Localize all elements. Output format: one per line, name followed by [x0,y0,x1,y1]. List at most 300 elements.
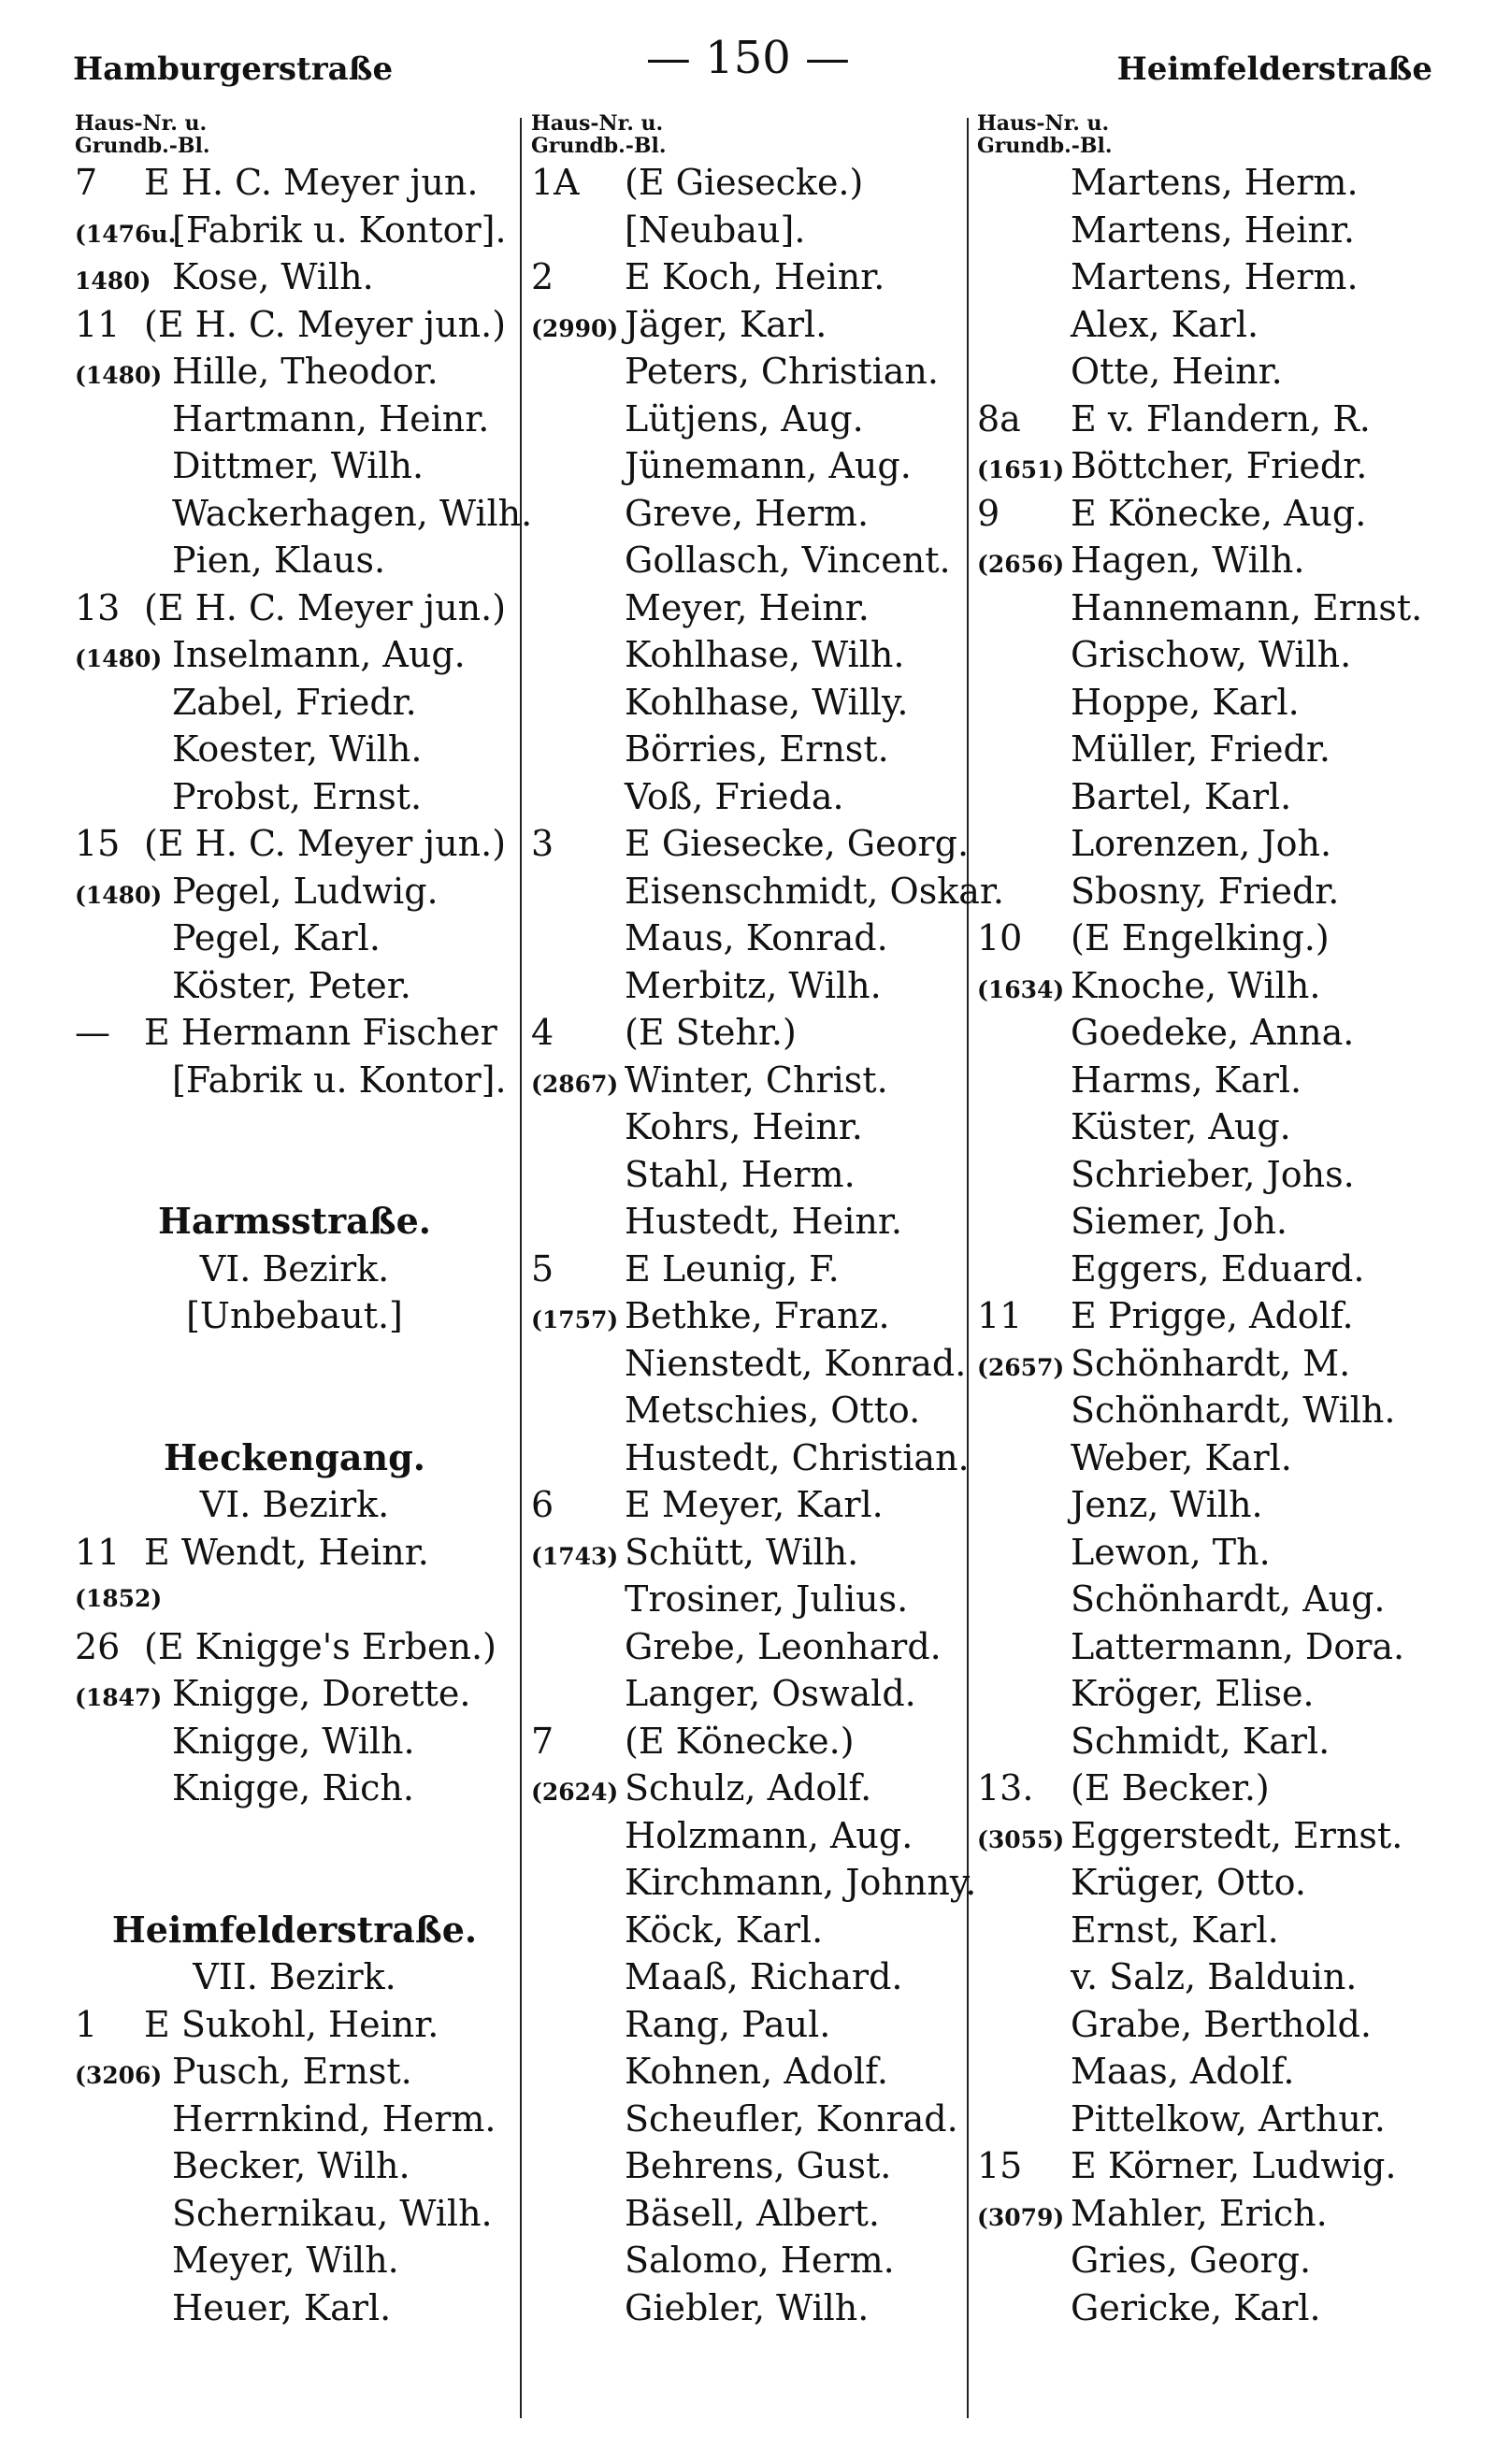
section-heading [75,1198,514,1246]
house-number: 10 [977,917,1023,958]
house-number: 11 [977,1295,1023,1336]
resident-name: Herrnkind, Herm. [172,2097,496,2140]
directory-entry [977,820,1445,868]
directory-entry [75,1576,514,1623]
resident-name: Merbitz, Wilh. [625,964,882,1006]
house-number: 7 [531,1720,554,1762]
directory-entry [531,490,980,538]
directory-entry [75,159,514,207]
directory-entry [75,679,514,727]
directory-entry [75,2284,514,2332]
directory-entry [531,2237,980,2284]
resident-name: Heuer, Karl. [172,2286,392,2328]
column-heading [531,112,980,157]
directory-entry [977,1481,1445,1529]
resident-name: Kirchmann, Johnny. [625,1862,977,1903]
resident-name: Börries, Ernst. [625,728,889,770]
column-heading [75,112,514,157]
directory-entry [75,584,514,632]
resident-name: Kohrs, Heinr. [625,1106,863,1147]
directory-entry [977,773,1445,821]
resident-name: Hustedt, Christian. [625,1436,970,1478]
resident-name: Maas, Adolf. [1071,2051,1295,2092]
directory-entry [75,726,514,773]
page-number: — 150 — [645,32,851,84]
directory-entry [977,1576,1445,1623]
district-label: VII. Bezirk. [193,1956,396,1997]
directory-entry [531,1387,980,1434]
directory-entry [977,1812,1445,1860]
directory-entry [75,2142,514,2190]
directory-entry [75,1718,514,1765]
directory-entry [531,1151,980,1199]
section-subheading [75,1292,514,1340]
directory-entry [531,1953,980,2001]
resident-name: Martens, Herm. [1071,256,1359,297]
header-right-street: Heimfelderstraße [1116,50,1432,88]
directory-entry [531,348,980,396]
directory-entry [977,584,1445,632]
resident-name: Pusch, Ernst. [172,2051,412,2092]
directory-entry [531,1812,980,1860]
land-register-number: (1757) [531,1306,619,1333]
directory-entry [531,2284,980,2332]
directory-entry [977,679,1445,727]
resident-name: (E H. C. Meyer jun.) [144,823,507,864]
directory-entry [531,1434,980,1482]
directory-entry [75,631,514,679]
house-number: — [75,1012,110,1053]
land-register-number: (1480) [75,362,163,389]
resident-name: Nienstedt, Konrad. [625,1342,967,1384]
resident-name: Eggerstedt, Ernst. [1071,1814,1403,1856]
resident-name: E H. C. Meyer jun. [144,162,479,203]
directory-entry [531,301,980,349]
house-number: 5 [531,1247,554,1290]
directory-entry [531,1529,980,1577]
directory-entry [977,207,1445,254]
directory-entry [977,1765,1445,1812]
directory-entry [977,2048,1445,2096]
resident-name: Krüger, Otto. [1071,1862,1306,1903]
land-register-number: 1480) [75,267,151,295]
resident-name: Müller, Friedr. [1071,728,1331,770]
directory-entry [977,915,1445,962]
resident-name: E Koch, Heinr. [625,256,885,297]
district-label: VI. Bezirk. [199,1484,390,1525]
directory-entry [977,2001,1445,2049]
directory-entry [531,679,980,727]
house-number: 7 [75,162,98,203]
house-number: 1A [531,162,580,203]
resident-name: Pegel, Karl. [172,917,381,958]
district-label: VI. Bezirk. [199,1247,390,1290]
resident-name: Koester, Wilh. [172,728,423,770]
directory-entry [531,962,980,1010]
resident-name: Knigge, Rich. [172,1767,414,1808]
directory-entry [531,1907,980,1954]
directory-entry [531,396,980,443]
resident-name: Hustedt, Heinr. [625,1201,902,1242]
resident-name: Eisenschmidt, Oskar. [625,870,1004,912]
page-header [0,32,1496,88]
house-number: 13. [977,1767,1034,1808]
directory-entry [531,207,980,254]
resident-name: Probst, Ernst. [172,775,423,817]
resident-name: Schönhardt, Aug. [1071,1578,1386,1620]
directory-entry [977,1103,1445,1151]
resident-name: [Fabrik u. Kontor]. [172,1059,507,1101]
section-heading [75,1434,514,1482]
land-register-number: (1480) [75,645,163,672]
directory-entry [531,442,980,490]
resident-name: Schönhardt, Wilh. [1071,1390,1396,1431]
resident-name: E Körner, Ludwig. [1071,2145,1397,2186]
resident-name: Scheufler, Konrad. [625,2097,958,2140]
header-left-street: Hamburgerstraße [73,50,394,88]
resident-name: [Neubau]. [625,209,806,251]
column-heading-line: Grundb.-Bl. [531,134,667,158]
resident-name: Otte, Heinr. [1071,351,1283,392]
land-register-number: (1743) [531,1542,619,1570]
resident-name: Köck, Karl. [625,1909,824,1951]
directory-entry [977,253,1445,301]
directory-entry [977,1198,1445,1246]
directory-entry [977,631,1445,679]
resident-name: E Prigge, Adolf. [1071,1295,1354,1336]
directory-entry [75,1529,514,1577]
resident-name: (E Giesecke.) [625,162,864,203]
resident-name: (E H. C. Meyer jun.) [144,303,507,345]
directory-entry [531,1198,980,1246]
directory-entry [531,1103,980,1151]
directory-entry [75,2048,514,2096]
district-label: [Unbebaut.] [186,1295,403,1336]
directory-entry [75,301,514,349]
directory-entry [531,773,980,821]
resident-name: Dittmer, Wilh. [172,445,424,486]
resident-name: Weber, Karl. [1071,1436,1292,1478]
directory-entry [75,1623,514,1671]
resident-name: Kohlhase, Wilh. [625,634,905,675]
section-subheading [75,1246,514,1293]
directory-entry [977,1859,1445,1907]
land-register-number: (3206) [75,2062,163,2089]
house-number: 8a [977,397,1021,439]
resident-name: E Könecke, Aug. [1071,492,1367,534]
directory-entry [531,915,980,962]
directory-entry [531,1859,980,1907]
resident-name: Bartel, Karl. [1071,775,1292,817]
resident-name: Martens, Herm. [1071,162,1359,203]
resident-name: Grabe, Berthold. [1071,2003,1372,2045]
resident-name: Grebe, Leonhard. [625,1625,942,1667]
directory-entry [75,396,514,443]
resident-name: Kohlhase, Willy. [625,681,909,723]
directory-entry [531,1623,980,1671]
resident-name: Greve, Herm. [625,492,870,534]
resident-name: E Hermann Fischer [144,1012,497,1053]
directory-entry [531,2096,980,2143]
column-heading-line: Haus-Nr. u. [531,111,664,136]
resident-name: Knoche, Wilh. [1071,964,1321,1006]
directory-entry [75,2096,514,2143]
directory-entry [977,1340,1445,1388]
resident-name: Eggers, Eduard. [1071,1247,1365,1290]
directory-entry [75,915,514,962]
resident-name: Schütt, Wilh. [625,1531,859,1573]
resident-name: (E H. C. Meyer jun.) [144,586,507,628]
resident-name: Jünemann, Aug. [625,445,912,486]
resident-name: Holzmann, Aug. [625,1814,913,1856]
directory-entry [977,1434,1445,1482]
house-number: 26 [75,1625,121,1667]
land-register-number: (2867) [531,1070,619,1098]
directory-entry [977,1907,1445,1954]
resident-name: Sbosny, Friedr. [1071,870,1340,912]
column-heading-line: Haus-Nr. u. [75,111,208,136]
column-heading [977,112,1445,157]
resident-name: Schernikau, Wilh. [172,2192,493,2234]
directory-entry [977,1718,1445,1765]
directory-entry [75,537,514,584]
resident-name: Siemer, Joh. [1071,1201,1288,1242]
resident-name: E Wendt, Heinr. [144,1531,429,1573]
land-register-number: (1852) [75,1585,163,1612]
land-register-number: (2657) [977,1353,1065,1381]
resident-name: v. Salz, Balduin. [1071,1956,1358,1997]
resident-name: Giebler, Wilh. [625,2286,870,2328]
directory-entry [75,2237,514,2284]
resident-name: Bethke, Franz. [625,1295,890,1336]
directory-entry [977,301,1445,349]
resident-name: Zabel, Friedr. [172,681,417,723]
resident-name: Jäger, Karl. [625,303,827,345]
resident-name: Peters, Christian. [625,351,939,392]
house-number: 11 [75,303,121,345]
resident-name: Langer, Oswald. [625,1673,916,1714]
land-register-number: (2990) [531,314,619,342]
directory-entry [977,2190,1445,2238]
resident-name: Martens, Heinr. [1071,209,1355,251]
directory-entry [531,1718,980,1765]
resident-name: Pien, Klaus. [172,540,386,581]
directory-entry [531,537,980,584]
directory-entry [977,348,1445,396]
directory-entry [977,1151,1445,1199]
directory-entry [977,2237,1445,2284]
resident-name: Schrieber, Johs. [1071,1153,1355,1195]
resident-name: (E Becker.) [1071,1767,1270,1808]
land-register-number: (2624) [531,1779,619,1806]
section-heading [75,1907,514,1954]
land-register-number: (1651) [977,456,1065,483]
directory-entry [75,207,514,254]
house-number: 15 [977,2145,1023,2186]
resident-name: Hagen, Wilh. [1071,540,1305,581]
section-subheading [75,1953,514,2001]
directory-entry [75,348,514,396]
resident-name: Meyer, Heinr. [625,586,870,628]
resident-name: Trosiner, Julius. [625,1578,909,1620]
resident-name: Kohnen, Adolf. [625,2051,888,2092]
blank-line [75,1340,514,1388]
resident-name: Lorenzen, Joh. [1071,823,1332,864]
house-number: 13 [75,586,121,628]
street-name: Heimfelderstraße. [111,1908,478,1951]
resident-name: E Sukohl, Heinr. [144,2003,439,2045]
resident-name: Lütjens, Aug. [625,397,864,439]
house-number: 6 [531,1484,554,1525]
resident-name: Knigge, Wilh. [172,1720,415,1762]
resident-name: Böttcher, Friedr. [1071,445,1368,486]
resident-name: Maaß, Richard. [625,1956,903,1997]
directory-entry [531,1670,980,1718]
directory-entry [531,1292,980,1340]
section-subheading [75,1481,514,1529]
resident-name: Pittelkow, Arthur. [1071,2097,1386,2140]
directory-entry [531,1009,980,1057]
resident-name: Kröger, Elise. [1071,1673,1315,1714]
blank-line [75,1151,514,1199]
land-register-number: (3079) [977,2203,1065,2231]
street-name: Harmsstraße. [157,1200,431,1242]
house-number: 9 [977,492,1000,534]
resident-name: Knigge, Dorette. [172,1673,471,1714]
column-1 [75,111,533,2331]
directory-entry [531,2142,980,2190]
resident-name: Pegel, Ludwig. [172,870,439,912]
resident-name: E Leunig, F. [625,1247,840,1290]
directory-entry [977,1953,1445,2001]
directory-entry [531,868,1004,915]
resident-name: Behrens, Gust. [625,2145,892,2186]
directory-entry [531,1246,980,1293]
directory-entry [977,396,1445,443]
house-number: 2 [531,256,554,297]
house-number: 11 [75,1531,121,1573]
directory-entry [75,820,514,868]
directory-entry [531,253,980,301]
directory-entry [531,159,980,207]
resident-name: Rang, Paul. [625,2003,831,2045]
directory-entry [531,1576,980,1623]
resident-name: Lattermann, Dora. [1071,1625,1405,1667]
directory-entry [75,962,514,1010]
resident-name: [Fabrik u. Kontor]. [172,209,507,251]
resident-name: Gries, Georg. [1071,2240,1312,2281]
resident-name: Schulz, Adolf. [625,1767,872,1808]
directory-entry [75,773,514,821]
resident-name: Hoppe, Karl. [1071,681,1300,723]
directory-entry [977,2096,1445,2143]
directory-entry [977,159,1445,207]
directory-entry [977,726,1445,773]
column-3 [977,112,1445,2331]
resident-name: Schmidt, Karl. [1071,1720,1331,1762]
resident-name: E Giesecke, Georg. [625,823,970,864]
house-number: 1 [75,2003,98,2045]
resident-name: Köster, Peter. [172,964,411,1006]
resident-name: Wackerhagen, Wilh. [172,492,533,534]
directory-entry [75,1765,514,1812]
directory-entry [977,1529,1445,1577]
land-register-number: (1476u. [75,220,177,248]
directory-entry [75,442,514,490]
street-name: Heckengang. [164,1435,425,1478]
directory-entry [977,490,1445,538]
column-heading-line: Haus-Nr. u. [977,111,1110,136]
directory-entry [977,868,1445,915]
resident-name: Gollasch, Vincent. [625,540,951,581]
directory-entry [977,1623,1445,1671]
resident-name: Hartmann, Heinr. [172,397,490,439]
directory-entry [531,1057,980,1104]
column-heading-line: Grundb.-Bl. [977,134,1113,158]
directory-entry [531,631,980,679]
resident-name: Winter, Christ. [625,1059,888,1101]
directory-entry [977,1292,1445,1340]
directory-entry [75,868,514,915]
directory-entry [531,584,980,632]
blank-line [75,1859,514,1907]
land-register-number: (2656) [977,551,1065,578]
directory-entry [75,1670,514,1718]
directory-entry [531,2001,980,2049]
resident-name: Ernst, Karl. [1071,1909,1279,1951]
directory-entry [75,1057,514,1104]
resident-name: E Meyer, Karl. [625,1484,884,1525]
resident-name: Grischow, Wilh. [1071,634,1352,675]
resident-name: Hille, Theodor. [172,351,439,392]
resident-name: Küster, Aug. [1071,1106,1291,1147]
directory-entry [977,1387,1445,1434]
column-heading-line: Grundb.-Bl. [75,134,210,158]
resident-name: (E Knigge's Erben.) [144,1625,496,1667]
directory-entry [977,962,1445,1010]
resident-name: Jenz, Wilh. [1071,1484,1263,1525]
directory-entry [531,820,980,868]
resident-name: Mahler, Erich. [1071,2192,1328,2234]
directory-entry [977,537,1445,584]
house-number: 3 [531,823,554,864]
directory-entry [977,1670,1445,1718]
directory-entry [75,1009,514,1057]
directory-entry [531,1481,980,1529]
directory-entry [75,2001,514,2049]
resident-name: E v. Flandern, R. [1071,397,1371,439]
directory-entry [977,2142,1445,2190]
blank-line [75,1812,514,1860]
resident-name: Voß, Frieda. [625,775,844,817]
directory-entry [75,2190,514,2238]
directory-entry [977,2284,1445,2332]
resident-name: Alex, Karl. [1071,303,1259,345]
resident-name: Becker, Wilh. [172,2145,410,2186]
resident-name: Harms, Karl. [1071,1059,1302,1101]
resident-name: Stahl, Herm. [625,1153,856,1195]
resident-name: Lewon, Th. [1071,1531,1271,1573]
directory-entry [531,726,980,773]
resident-name: (E Stehr.) [625,1012,797,1053]
directory-entry [531,1340,980,1388]
resident-name: Meyer, Wilh. [172,2240,399,2281]
resident-name: Salomo, Herm. [625,2240,895,2281]
house-number: 15 [75,823,121,864]
resident-name: Goedeke, Anna. [1071,1012,1355,1053]
directory-entry [977,1009,1445,1057]
directory-entry [977,1057,1445,1104]
